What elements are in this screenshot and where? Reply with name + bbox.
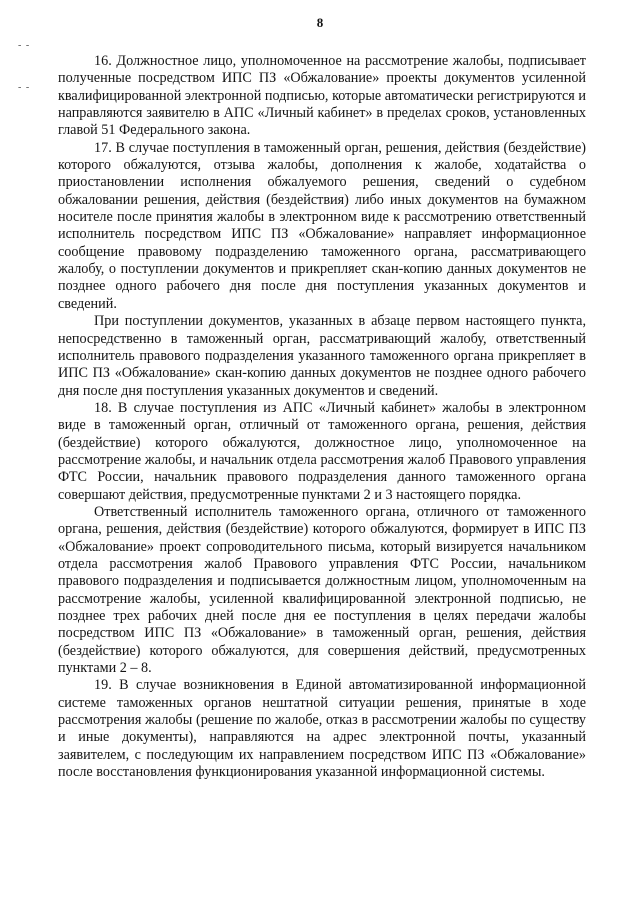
paragraph-18: 18. В случае поступления из АПС «Личный кабинет» жалобы в электронном виде в таможенный орган, отличный от таможенного органа, решения, действия (бездействие) которого обжалуются, должностное лицо, уполномоченное на рассмотрение жалобы, и начальник отдела рассмотрения жалоб Правового управления ФТС России, начальник правового подразделения данного таможенного органа совершают действия, предусмотренные пунктами 2 и 3 настоящего порядка. [58,399,586,503]
margin-mark: - - [18,40,31,51]
paragraph-18-part-2: Ответственный исполнитель таможенного органа, отличного от таможенного органа, решения, действия (бездействие) которого обжалуются, формирует в ИПС ПЗ «Обжалование» проект сопроводительного письма, который визируется начальником отдела рассмотрения жалоб Правового управления ФТС России, начальником правового подразделения и подписывается должностным лицом, уполномоченным на рассмотрение жалобы, усиленной квалифицированной электронной подписью, не позднее трех рабочих дней после дня ее поступления в целях передачи жалобы посредством ИПС ПЗ «Обжалование» в таможенный орган, решения, действия (бездействие) которого обжалуются, для совершения действий, предусмотренных пунктами 2 – 8. [58,503,586,677]
document-body [58,53,586,781]
page-number: 8 [316,15,324,30]
margin-mark: - - [18,82,31,93]
paragraph-16: 16. Должностное лицо, уполномоченное на рассмотрение жалобы, подписывает полученные посредством ИПС ПЗ «Обжалование» проекты документов усиленной квалифицированной электронной подписью, которые автоматически регистрируются и направляются заявителю в АПС «Личный кабинет» в пределах сроков, установленных главой 51 Федерального закона. [58,53,586,139]
paragraph-17-part-2: При поступлении документов, указанных в абзаце первом настоящего пункта, непосредственно в таможенный орган, рассматривающий жалобу, ответственный исполнитель правового подразделения указанного таможенного органа прикрепляет в ИПС ПЗ «Обжалование» скан-копию данных документов не позднее одного рабочего дня после дня поступления указанных документов и сведений. [58,313,586,399]
paragraph-19: 19. В случае возникновения в Единой автоматизированной информационной системе таможенных органов нештатной ситуации решения, принятые в ходе рассмотрения жалобы (решение по жалобе, отказ в рассмотрении жалобы по существу и иные документы), направляются на адрес электронной почты, указанный заявителем, с последующим их направлением посредством ИПС ПЗ «Обжалование» после восстановления функционирования указанной информационной системы. [58,677,586,781]
paragraph-17: 17. В случае поступления в таможенный орган, решения, действия (бездействие) которого обжалуются, отзыва жалобы, дополнения к жалобе, ходатайства о приостановлении исполнения обжалуемого решения, сведений о судебном обжаловании решения, действия (бездействия) либо иных документов на бумажном носителе после принятия жалобы в электронном виде к рассмотрению ответственный исполнитель посредством ИПС ПЗ «Обжалование» направляет информационное сообщение правовому подразделению таможенного органа, рассматривающего жалобу, о поступлении документов и прикрепляет скан-копию данных документов не позднее одного рабочего дня после дня поступления указанных документов и сведений. [58,139,586,312]
